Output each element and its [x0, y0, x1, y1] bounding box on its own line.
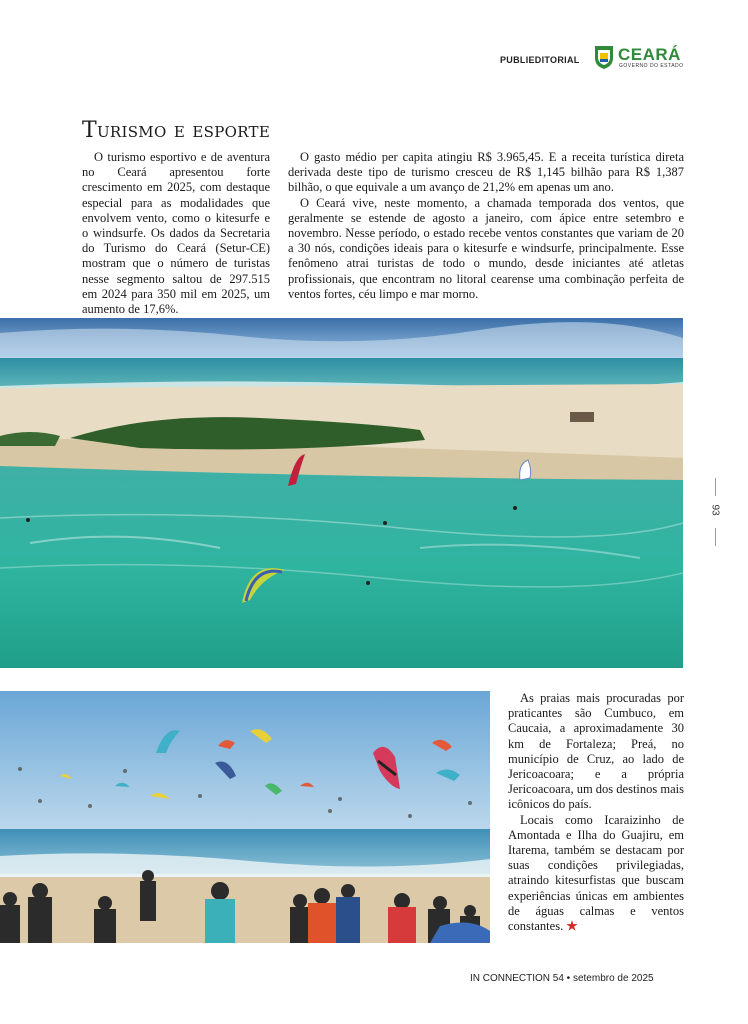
lagoon-kitesurf-photo [0, 318, 683, 668]
article-title: Turismo e esporte [82, 118, 271, 143]
page-number: 93 [709, 504, 721, 516]
publieditorial-tag: PUBLIEDITORIAL [500, 55, 580, 65]
article-column-1 [82, 150, 270, 317]
paragraph [508, 813, 684, 935]
end-star-icon: ★ [566, 919, 578, 934]
paragraph: As praias mais procuradas por praticantes são Cumbuco, em Caucaia, a aproximadamente 30 km de Fortaleza; Preá, no município de Cruz, ao lado de Jericoacoara; e a própria Jericoacoara, um dos destinos mais icônicos do país. [508, 691, 684, 812]
article-column-2 [288, 150, 684, 302]
paragraph-text: Locais como Icaraizinho de Amontada e Ilha do Guajiru, em Itarema, também se destacam por suas condições privilegiadas, atraindo kitesurfistas que buscam experiências únicas em ambientes de águas calmas e ventos constantes. [508, 812, 684, 934]
page-number-rule [715, 478, 716, 496]
beach-kites-crowd-photo [0, 691, 490, 943]
footer-issue: IN CONNECTION 54 • setembro de 2025 [470, 973, 654, 984]
page-number-rule [715, 528, 716, 546]
paragraph: O Ceará vive, neste momento, a chamada temporada dos ventos, que geralmente se estende de agosto a janeiro, com ápice entre setembro e novembro. Nesse período, o estado recebe ventos constantes que variam de 20 a 30 nós, condições ideais para o kitesurfe e windsurfe, principalmente. Esse fenômeno atrai turistas de todo o mundo, desde iniciantes até atletas profissionais, que encontram no litoral cearense uma combinação perfeita de ventos fortes, céu limpo e mar morno. [288, 195, 684, 301]
paragraph: O gasto médio per capita atingiu R$ 3.965,45. E a receita turística direta derivada deste tipo de turismo cresceu de R$ 1,145 bilhão para R$ 1,387 bilhão, o que equivale a um avanço de 21,2% em apenas um ano. [288, 150, 684, 195]
article-column-3 [508, 691, 684, 934]
logo-subtitle: GOVERNO DO ESTADO [619, 63, 684, 69]
logo-name: CEARÁ [618, 45, 681, 64]
ceara-logo [593, 44, 693, 72]
paragraph: O turismo esportivo e de aventura no Ceará apresentou forte crescimento em 2025, com destaque especial para as modalidades que envolvem vento, como o kitesurfe e o windsurfe. Os dados da Secretaria do Turismo do Ceará (Setur-CE) mostram que o número de turistas nesse segmento saltou de 297.515 em 2024 para 350 mil em 2025, um aumento de 17,6%. [82, 150, 270, 317]
ceara-shield-icon [593, 44, 615, 70]
